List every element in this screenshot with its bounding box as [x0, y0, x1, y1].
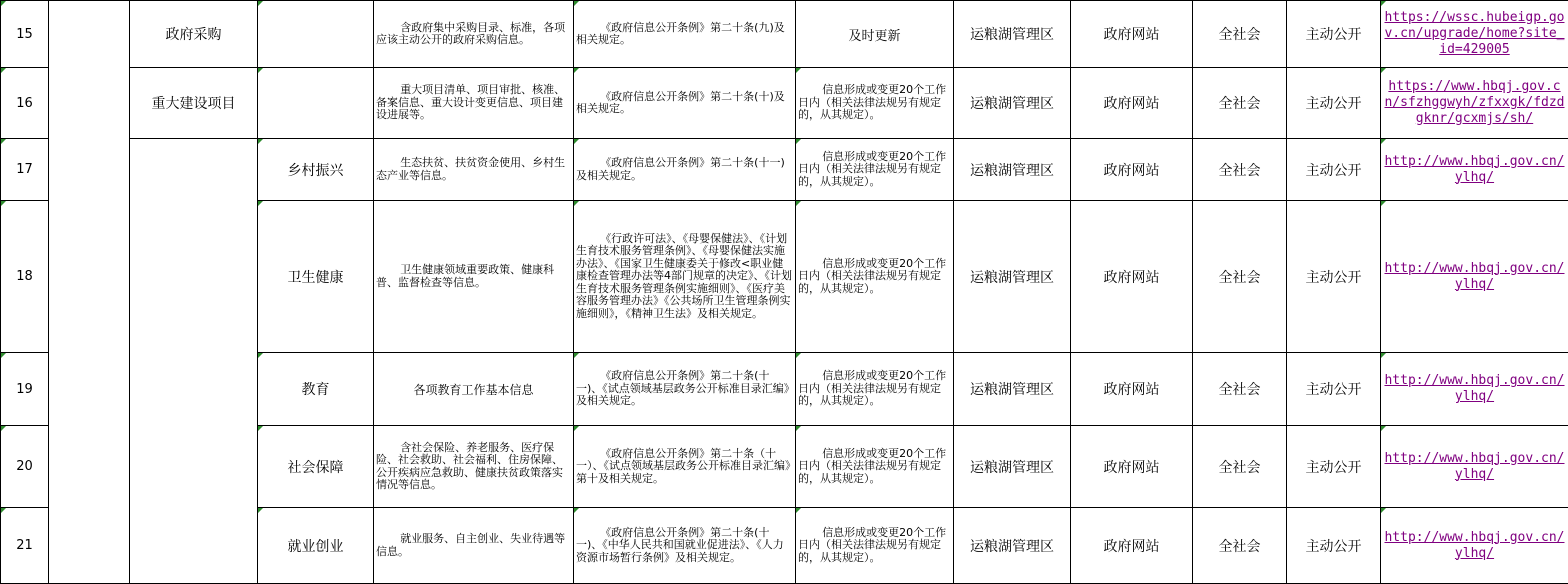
channel-cell[interactable]: 政府网站 [1071, 201, 1193, 353]
row-number[interactable]: 18 [1, 201, 49, 353]
basis-cell[interactable]: 《政府信息公开条例》第二十条(十一)、《中华人民共和国就业促进法》、《人力资源市场暂行条例》及相关规定。 [574, 508, 796, 584]
basis-cell[interactable]: 《政府信息公开条例》第二十条(十一)、《试点领域基层政务公开标准目录汇编》及相关规定。 [574, 353, 796, 426]
channel-cell[interactable]: 政府网站 [1071, 353, 1193, 426]
link-cell[interactable]: http://www.hbqj.gov.cn/ylhq/ [1381, 353, 1568, 426]
table-row [1, 68, 1568, 139]
category-cell[interactable]: 重大建设项目 [130, 68, 258, 139]
basis-cell[interactable]: 《政府信息公开条例》第二十条（十一）、《试点领域基层政务公开标准目录汇编》第十及相关规定。 [574, 426, 796, 508]
channel-cell[interactable]: 政府网站 [1071, 426, 1193, 508]
subject-cell[interactable]: 运粮湖管理区 [954, 426, 1071, 508]
scope-cell[interactable]: 全社会 [1193, 353, 1287, 426]
scope-cell[interactable]: 全社会 [1193, 139, 1287, 201]
content-cell[interactable]: 含社会保险、养老服务、医疗保险、社会救助、社会福利、住房保障、公开疾病应急救助、健康扶贫政策落实情况等信息。 [374, 426, 574, 508]
scope-cell[interactable]: 全社会 [1193, 508, 1287, 584]
table-row [1, 139, 1568, 201]
row-number[interactable]: 21 [1, 508, 49, 584]
subject-cell[interactable]: 运粮湖管理区 [954, 353, 1071, 426]
basis-cell[interactable]: 《政府信息公开条例》第二十条(九)及相关规定。 [574, 1, 796, 68]
timeline-cell[interactable]: 信息形成或变更20个工作日内（相关法律法规另有规定的，从其规定）。 [796, 201, 954, 353]
timeline-cell[interactable]: 信息形成或变更20个工作日内（相关法律法规另有规定的，从其规定）。 [796, 68, 954, 139]
mode-cell[interactable]: 主动公开 [1287, 201, 1381, 353]
row-number[interactable]: 17 [1, 139, 49, 201]
link-cell[interactable]: http://www.hbqj.gov.cn/ylhq/ [1381, 426, 1568, 508]
basis-cell[interactable]: 《政府信息公开条例》第二十条(十)及相关规定。 [574, 68, 796, 139]
channel-cell[interactable]: 政府网站 [1071, 1, 1193, 68]
row-number[interactable]: 20 [1, 426, 49, 508]
blank-column-cell[interactable] [49, 1, 130, 584]
content-cell[interactable]: 重大项目清单、项目审批、核准、备案信息、重大设计变更信息、项目建设进展等。 [374, 68, 574, 139]
scope-cell[interactable]: 全社会 [1193, 68, 1287, 139]
subject-cell[interactable]: 运粮湖管理区 [954, 1, 1071, 68]
link-cell[interactable]: http://www.hbqj.gov.cn/ylhq/ [1381, 139, 1568, 201]
content-cell[interactable]: 就业服务、自主创业、失业待遇等信息。 [374, 508, 574, 584]
timeline-cell[interactable]: 信息形成或变更20个工作日内（相关法律法规另有规定的，从其规定）。 [796, 353, 954, 426]
timeline-cell[interactable]: 信息形成或变更20个工作日内（相关法律法规另有规定的，从其规定）。 [796, 508, 954, 584]
mode-cell[interactable]: 主动公开 [1287, 426, 1381, 508]
mode-cell[interactable]: 主动公开 [1287, 68, 1381, 139]
link-cell[interactable]: http://www.hbqj.gov.cn/ylhq/ [1381, 201, 1568, 353]
subject-cell[interactable]: 运粮湖管理区 [954, 68, 1071, 139]
subject-cell[interactable]: 运粮湖管理区 [954, 139, 1071, 201]
link-cell[interactable]: http://www.hbqj.gov.cn/ylhq/ [1381, 508, 1568, 584]
basis-cell[interactable]: 《行政许可法》、《母婴保健法》、《计划生育技术服务管理条例》、《母婴保健法实施办法》、《国家卫生健康委关于修改<职业健康检查管理办法等4部门规章的决定》、《计划生育技术服务管理条例实施细则》、《医疗美容服务管理办法》《公共场所卫生管理条例实施细则》，《精神卫生法》及相关规定。 [574, 201, 796, 353]
subcategory-cell[interactable] [258, 1, 374, 68]
link-cell[interactable]: https://wssc.hubeigp.gov.cn/upgrade/home?site_id=429005 [1381, 1, 1568, 68]
channel-cell[interactable]: 政府网站 [1071, 139, 1193, 201]
channel-cell[interactable]: 政府网站 [1071, 68, 1193, 139]
subcategory-cell[interactable] [258, 68, 374, 139]
basis-cell[interactable]: 《政府信息公开条例》第二十条(十一)及相关规定。 [574, 139, 796, 201]
row-number[interactable]: 15 [1, 1, 49, 68]
subcategory-cell[interactable]: 卫生健康 [258, 201, 374, 353]
link-cell[interactable]: https://www.hbqj.gov.cn/sfzhggwyh/zfxxgk/fdzdgknr/gcxmjs/sh/ [1381, 68, 1568, 139]
row-number[interactable]: 16 [1, 68, 49, 139]
content-cell[interactable]: 含政府集中采购目录、标准，各项应该主动公开的政府采购信息。 [374, 1, 574, 68]
subcategory-cell[interactable]: 社会保障 [258, 426, 374, 508]
content-cell[interactable]: 卫生健康领域重要政策、健康科普、监督检查等信息。 [374, 201, 574, 353]
mode-cell[interactable]: 主动公开 [1287, 508, 1381, 584]
subject-cell[interactable]: 运粮湖管理区 [954, 508, 1071, 584]
table-row [1, 1, 1568, 68]
mode-cell[interactable]: 主动公开 [1287, 353, 1381, 426]
timeline-cell[interactable]: 信息形成或变更20个工作日内（相关法律法规另有规定的，从其规定）。 [796, 426, 954, 508]
category-cell[interactable]: 政府采购 [130, 1, 258, 68]
channel-cell[interactable]: 政府网站 [1071, 508, 1193, 584]
scope-cell[interactable]: 全社会 [1193, 201, 1287, 353]
row-number[interactable]: 19 [1, 353, 49, 426]
timeline-cell[interactable]: 信息形成或变更20个工作日内（相关法律法规另有规定的，从其规定）。 [796, 139, 954, 201]
subcategory-cell[interactable]: 教育 [258, 353, 374, 426]
scope-cell[interactable]: 全社会 [1193, 426, 1287, 508]
mode-cell[interactable]: 主动公开 [1287, 139, 1381, 201]
content-cell[interactable]: 生态扶贫、扶贫资金使用、乡村生态产业等信息。 [374, 139, 574, 201]
category-cell-merged[interactable] [130, 139, 258, 584]
mode-cell[interactable]: 主动公开 [1287, 1, 1381, 68]
timeline-cell[interactable]: 及时更新 [796, 1, 954, 68]
content-cell[interactable]: 各项教育工作基本信息 [374, 353, 574, 426]
scope-cell[interactable]: 全社会 [1193, 1, 1287, 68]
subcategory-cell[interactable]: 乡村振兴 [258, 139, 374, 201]
subcategory-cell[interactable]: 就业创业 [258, 508, 374, 584]
subject-cell[interactable]: 运粮湖管理区 [954, 201, 1071, 353]
